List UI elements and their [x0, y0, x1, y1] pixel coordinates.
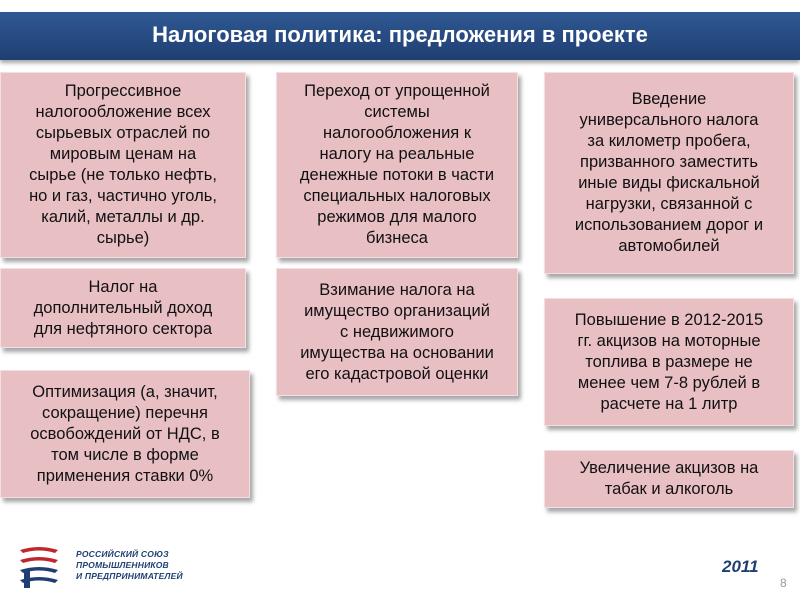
slide-title: Налоговая политика: предложения в проекте [152, 22, 648, 47]
box-text: Введение универсального налога за километр пробега, призванного заместить иные виды фискальной нагрузки, связанной с использованием дорог и автомобилей [574, 90, 764, 255]
box-text: Взимание налога на имущество организаций с недвижимого имущества на основании его кадастровой оценки [300, 280, 494, 383]
box-text: Налог на дополнительный доход для нефтяного сектора [33, 277, 213, 338]
proposal-box-progressive-taxation [0, 72, 246, 258]
proposal-box-additional-income-tax [0, 268, 246, 348]
box-text: Переход от упрощенной системы налогообложения к налогу на реальные денежные потоки в части специальных налоговых режимов для малого бизнеса [299, 82, 495, 247]
proposal-box-property-tax [276, 268, 518, 396]
box-text: Повышение в 2012-2015 гг. акцизов на моторные топлива в размере не менее чем 7-8 рублей в расчете на 1 литр [574, 310, 764, 413]
proposal-box-vat-exemptions [0, 370, 250, 498]
organization-name: РОССИЙСКИЙ СОЮЗ ПРОМЫШЛЕННИКОВ И ПРЕДПРИНИМАТЕЛЕЙ [76, 549, 183, 581]
proposal-box-simplified-tax-transition [276, 72, 518, 258]
title-bar [0, 12, 800, 60]
rspp-logo-icon [14, 546, 64, 590]
proposal-box-tobacco-alcohol-excise [544, 450, 794, 508]
box-text: Прогрессивное налогообложение всех сырьевых отраслей по мировым ценам на сырье (не только нефть, но и газ, частично уголь, калий, металлы и др. сырье) [29, 82, 217, 247]
box-text: Оптимизация (а, значит, сокращение) перечня освобождений от НДС, в том числе в форме применения ставки 0% [30, 382, 220, 485]
box-text: Увеличение акцизов на табак и алкоголь [579, 459, 759, 498]
proposal-box-fuel-excise [544, 298, 794, 426]
proposal-box-mileage-tax [544, 72, 794, 274]
page-number: 8 [780, 576, 787, 590]
year-label: 2011 [722, 557, 759, 576]
